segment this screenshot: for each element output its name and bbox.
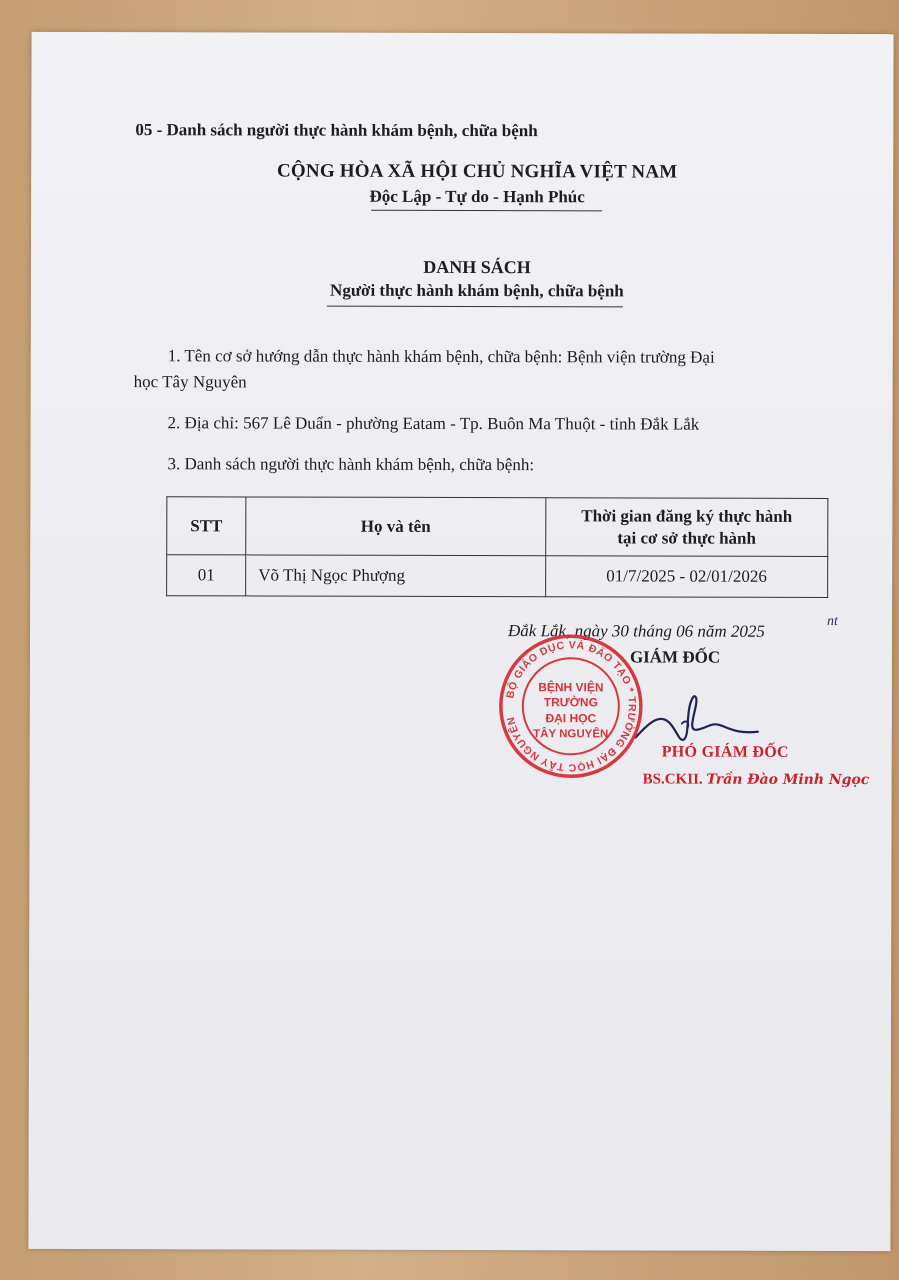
header-stt: STT — [167, 497, 246, 555]
practitioner-table — [166, 496, 828, 598]
cell-name: Võ Thị Ngọc Phượng — [246, 555, 546, 597]
item-3-list-intro: 3. Danh sách người thực hành khám bệnh, chữa bệnh: — [167, 454, 535, 475]
header-time-line-2: tại cơ sở thực hành — [617, 527, 757, 548]
seal-line-2: TRƯỜNG — [543, 695, 598, 710]
signature-icon — [628, 681, 778, 751]
document-subtitle: Người thực hành khám bệnh, chữa bệnh — [330, 280, 624, 301]
header-name: Họ và tên — [246, 497, 546, 556]
seal-ring-text: BỘ GIÁO DỤC VÀ ĐÀO TẠO * TRƯỜNG ĐẠI HỌC TÂY NGUYÊN — [504, 639, 638, 774]
signer-name: Trần Đào Minh Ngọc — [706, 771, 870, 789]
item-1-line-2: học Tây Nguyên — [133, 372, 247, 392]
signer-prefix: BS.CKII. — [642, 771, 703, 788]
seal-line-3: ĐẠI HỌC — [545, 711, 597, 726]
document-page — [28, 32, 893, 1251]
cell-time: 01/7/2025 - 02/01/2026 — [545, 556, 827, 598]
table-header-row — [167, 497, 828, 557]
item-1-line-1: 1. Tên cơ sở hướng dẫn thực hành khám bệnh, chữa bệnh: Bệnh viện trường Đại — [167, 346, 715, 367]
signing-date: Đắk Lắk, ngày 30 tháng 06 năm 2025 — [508, 621, 765, 641]
header-time — [546, 498, 828, 557]
republic-heading: CỘNG HÒA XÃ HỘI CHỦ NGHĨA VIỆT NAM — [277, 160, 678, 183]
handwritten-initials: nt — [827, 613, 838, 629]
cell-stt: 01 — [167, 555, 246, 596]
item-2-address: 2. Địa chỉ: 567 Lê Duẩn - phường Eatam - Tp. Buôn Ma Thuột - tỉnh Đắk Lắk — [167, 413, 700, 434]
signer-line — [643, 771, 870, 789]
table-row — [167, 555, 828, 598]
motto-underline — [371, 210, 602, 212]
form-code: 05 - Danh sách người thực hành khám bệnh, chữa bệnh — [135, 120, 538, 141]
seal-line-1: BỆNH VIỆN — [538, 680, 604, 695]
national-motto: Độc Lập - Tự do - Hạnh Phúc — [369, 186, 585, 207]
official-seal-icon — [498, 633, 644, 779]
document-title: DANH SÁCH — [423, 256, 531, 278]
director-title: GIÁM ĐỐC — [629, 647, 721, 667]
deputy-director-title: PHÓ GIÁM ĐỐC — [661, 743, 789, 761]
seal-line-4: TÂY NGUYÊN — [533, 728, 609, 741]
subtitle-underline — [327, 306, 623, 308]
header-time-line-1: Thời gian đăng ký thực hành — [581, 505, 793, 526]
